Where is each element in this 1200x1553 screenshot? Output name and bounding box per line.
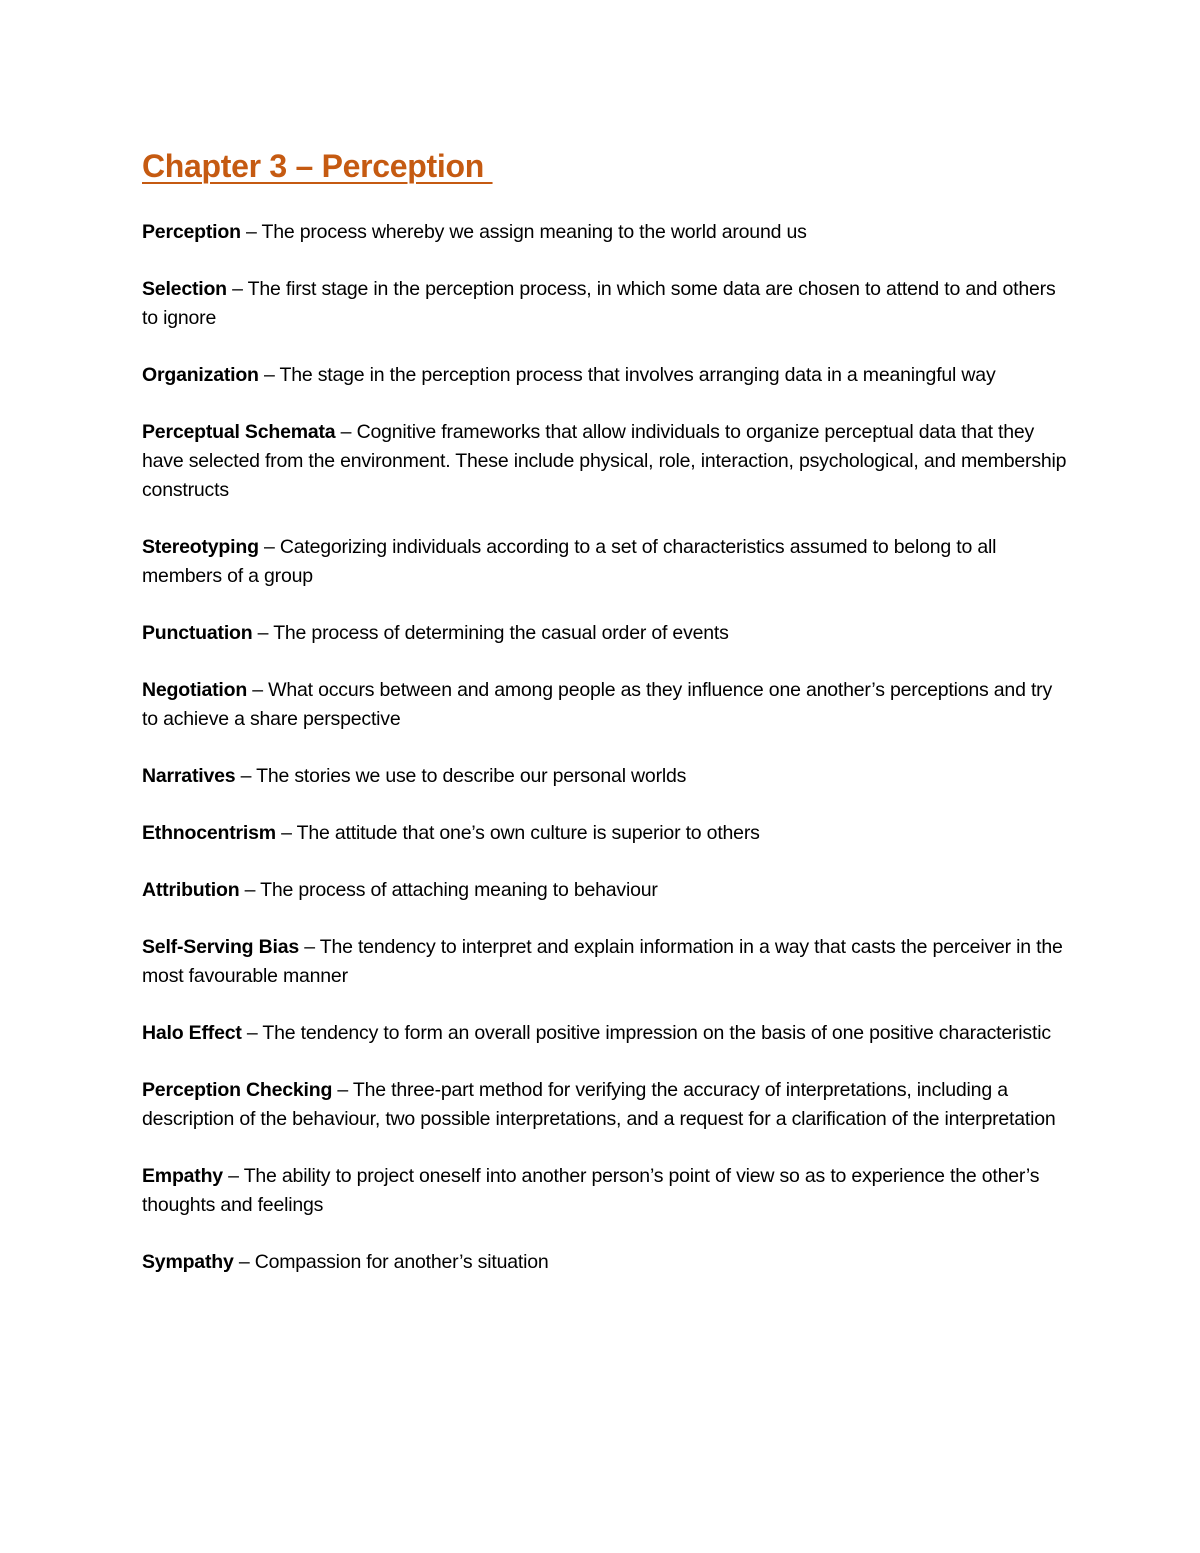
glossary-term: Selection: [142, 278, 227, 300]
glossary-definition: The attitude that one’s own culture is superior to others: [296, 822, 760, 844]
term-separator: –: [252, 622, 274, 644]
term-separator: –: [226, 278, 248, 300]
term-separator: –: [235, 765, 257, 787]
term-separator: –: [240, 221, 262, 243]
glossary-definition: The tendency to interpret and explain information in a way that casts the perceiver in the most favourable manner: [142, 936, 1063, 987]
glossary-term: Stereotyping: [142, 536, 259, 558]
term-separator: –: [241, 1022, 263, 1044]
glossary-entry: [142, 418, 1072, 505]
glossary-definition: The tendency to form an overall positive impression on the basis of one positive characteristic: [262, 1022, 1051, 1044]
glossary-definition: The first stage in the perception process, in which some data are chosen to attend to and others to ignore: [142, 278, 1056, 329]
glossary-term: Organization: [142, 364, 259, 386]
glossary-entry: [142, 1162, 1072, 1220]
glossary-term: Perception: [142, 221, 241, 243]
glossary-definition: The stage in the perception process that involves arranging data in a meaningful way: [279, 364, 996, 386]
glossary-term: Perception Checking: [142, 1079, 333, 1101]
term-separator: –: [233, 1251, 255, 1273]
glossary-entry: [142, 933, 1072, 991]
glossary-term: Sympathy: [142, 1251, 234, 1273]
term-separator: –: [275, 822, 297, 844]
glossary-definition: The stories we use to describe our personal worlds: [256, 765, 687, 787]
glossary-list: [142, 218, 1072, 1305]
glossary-term: Attribution: [142, 879, 240, 901]
glossary-entry: [142, 218, 1072, 247]
glossary-entry: [142, 876, 1072, 905]
glossary-term: Self-Serving Bias: [142, 936, 299, 958]
term-separator: –: [247, 679, 269, 701]
term-separator: –: [258, 364, 280, 386]
glossary-definition: Cognitive frameworks that allow individuals to organize perceptual data that they have selected from the environment. These include physical, role, interaction, psychological, and membership constructs: [142, 421, 1067, 501]
glossary-entry: [142, 1248, 1072, 1277]
glossary-entry: [142, 1076, 1072, 1134]
glossary-definition: Compassion for another’s situation: [254, 1251, 549, 1273]
glossary-definition: Categorizing individuals according to a set of characteristics assumed to belong to all members of a group: [142, 536, 997, 587]
term-separator: –: [239, 879, 261, 901]
glossary-term: Empathy: [142, 1165, 223, 1187]
glossary-entry: [142, 819, 1072, 848]
glossary-term: Narratives: [142, 765, 236, 787]
glossary-term: Punctuation: [142, 622, 253, 644]
glossary-term: Perceptual Schemata: [142, 421, 336, 443]
page-title: Chapter 3 – Perception: [142, 148, 493, 184]
glossary-entry: [142, 619, 1072, 648]
term-separator: –: [332, 1079, 353, 1101]
glossary-term: Negotiation: [142, 679, 248, 701]
term-separator: –: [258, 536, 280, 558]
glossary-definition: The process whereby we assign meaning to the world around us: [261, 221, 807, 243]
glossary-definition: The three-part method for verifying the accuracy of interpretations, including a description of the behaviour, two possible interpretations, and a request for a clarification of the interpretation: [142, 1079, 1056, 1130]
glossary-definition: The process of attaching meaning to behaviour: [260, 879, 658, 901]
glossary-term: Halo Effect: [142, 1022, 242, 1044]
glossary-definition: The ability to project oneself into another person’s point of view so as to experience the other’s thoughts and feelings: [142, 1165, 1040, 1216]
glossary-entry: [142, 676, 1072, 734]
glossary-entry: [142, 361, 1072, 390]
glossary-definition: What occurs between and among people as they influence one another’s perceptions and try to achieve a share perspective: [142, 679, 1053, 730]
glossary-entry: [142, 275, 1072, 333]
glossary-entry: [142, 762, 1072, 791]
term-separator: –: [222, 1165, 244, 1187]
glossary-entry: [142, 1019, 1072, 1048]
glossary-term: Ethnocentrism: [142, 822, 276, 844]
term-separator: –: [299, 936, 320, 958]
glossary-entry: [142, 533, 1072, 591]
glossary-definition: The process of determining the casual order of events: [273, 622, 729, 644]
term-separator: –: [335, 421, 357, 443]
